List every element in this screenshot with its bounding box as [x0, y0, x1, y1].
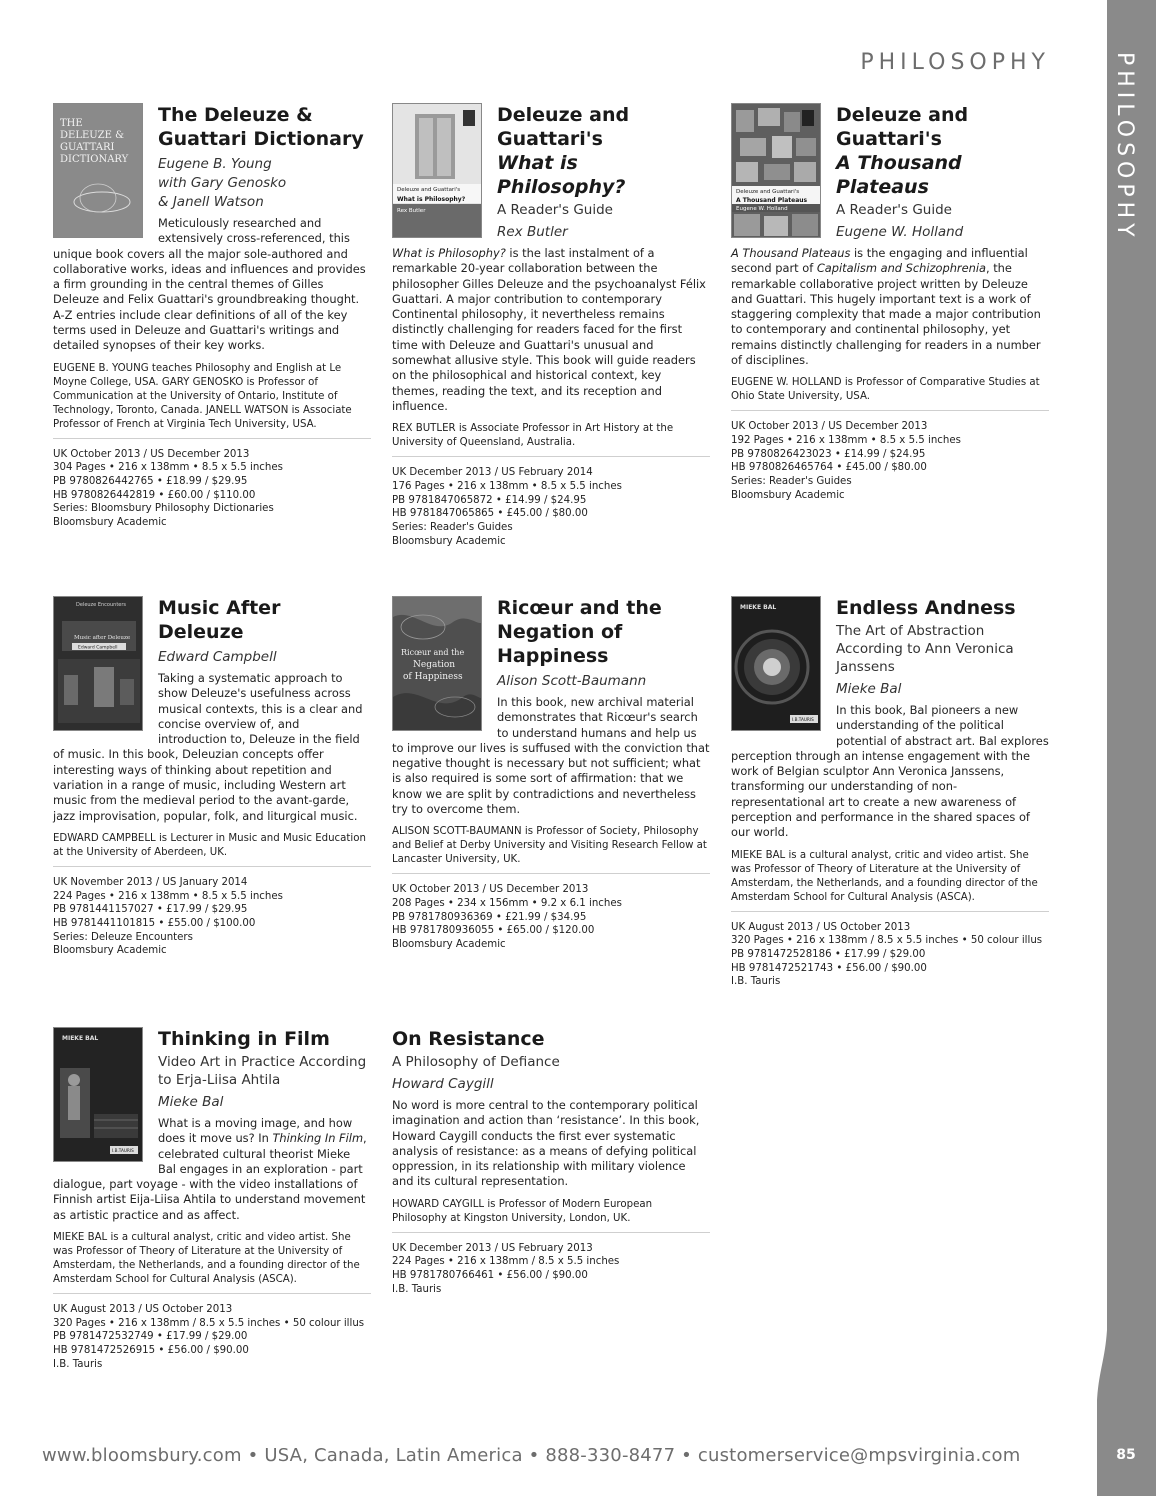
desc-italic: Capitalism and Schizophrenia — [816, 261, 986, 276]
pub-hardback: HB 9780826442819 • £60.00 / $110.00 — [53, 489, 256, 501]
author: Howard Caygill — [392, 1076, 494, 1092]
title-italic: What is Philosophy? — [497, 152, 626, 198]
pub-series: Series: Reader's Guides — [731, 476, 852, 488]
pub-dates: UK October 2013 / US December 2013 — [53, 448, 250, 460]
pub-dates: UK August 2013 / US October 2013 — [53, 1304, 233, 1316]
publication-info — [392, 466, 710, 548]
cover-author: Edward Campbell — [78, 645, 118, 651]
book-cover — [53, 103, 143, 238]
pub-hardback: HB 9781472521743 • £56.00 / $90.00 — [731, 962, 927, 974]
cover-title: Music after Deleuze — [74, 635, 131, 641]
publication-info — [731, 420, 1049, 502]
title-line: Ricœur and the — [497, 597, 662, 619]
book-subtitle: Video Art in Practice According to Erja-Liisa Ahtila — [158, 1054, 367, 1088]
author: Edward Campbell — [158, 649, 277, 665]
pub-hardback: HB 9780826465764 • £45.00 / $80.00 — [731, 462, 927, 474]
author-bio: MIEKE BAL is a cultural analyst, critic and video artist. She was Professor of Theory of Literature at the University of Amsterdam, the Netherlands, and a founding director of the Amsterdam School for Cultural Analysis (ASCA). — [731, 849, 1049, 912]
cover-title-3: GUATTARI — [60, 142, 115, 153]
author-bio: ALISON SCOTT-BAUMANN is Professor of Society, Philosophy and Belief at Derby University and Visiting Research Fellow at Lancaster University, UK. — [392, 825, 710, 874]
book-entry-what-is-philosophy — [392, 103, 710, 548]
cover-title-2: Negation — [413, 660, 456, 670]
book-description: Taking a systematic approach to show Deleuze's usefulness across musical contexts, this is a clear and concise overview of, and introduction to, Deleuze in the field of music. In this book, Deleuzian concepts offer interesting ways of thinking about repetition and variation in a range of music, including Western art music from the medieval period to the avant-garde, jazz improvisation, popular, folk, and liturgical music. — [53, 671, 363, 823]
pub-format: 304 Pages • 216 x 138mm • 8.5 x 5.5 inches — [53, 462, 283, 474]
author-bio: EUGENE W. HOLLAND is Professor of Comparative Studies at Ohio State University, USA. — [731, 376, 1049, 411]
author-bio: EUGENE B. YOUNG teaches Philosophy and English at Le Moyne College, USA. GARY GENOSKO is Professor of Communication at the University of Ontario, Institute of Technology, Toronto, Canada. JANELL WATSON is Associate Professor of French at Virginia Tech University, USA. — [53, 362, 371, 439]
book-title: Thinking in Film — [158, 1028, 330, 1050]
book-title: On Resistance — [392, 1028, 545, 1050]
author-bio: MIEKE BAL is a cultural analyst, critic and video artist. She was Professor of Theory of Literature at the University of Amsterdam, the Netherlands, and a founding director of the Amsterdam School for Cultural Analysis (ASCA). — [53, 1231, 371, 1294]
book-description — [731, 246, 1049, 368]
book-description: In this book, Bal pioneers a new understanding of the political potential of abstract art. Bal explores perception through an intense engagement with the work of Belgian sculptor Ann Veronica Janssens, transforming our understanding of non-representational art to create a new awareness of perception and performance in the shared spaces of our world. — [731, 703, 1049, 840]
publication-info — [53, 1303, 371, 1372]
pub-paperback: PB 9780826442765 • £18.99 / $29.95 — [53, 476, 248, 488]
pub-dates: UK October 2013 / US December 2013 — [731, 421, 928, 433]
pub-format: 224 Pages • 216 x 138mm • 8.5 x 5.5 inches — [53, 890, 283, 902]
pub-series: Series: Reader's Guides — [392, 522, 513, 534]
pub-hardback: HB 9781780766461 • £56.00 / $90.00 — [392, 1270, 588, 1282]
pub-dates: UK December 2013 / US February 2013 — [392, 1242, 593, 1254]
pub-format: 192 Pages • 216 x 138mm • 8.5 x 5.5 inches — [731, 435, 961, 447]
book-entry-deleuze-guattari-dictionary — [53, 103, 371, 530]
pub-paperback: PB 9781780936369 • £21.99 / $34.95 — [392, 911, 587, 923]
cover-publisher: I.B.TAURIS — [112, 1148, 134, 1153]
author-bio: HOWARD CAYGILL is Professor of Modern European Philosophy at Kingston University, London, UK. — [392, 1198, 710, 1233]
pub-dates: UK November 2013 / US January 2014 — [53, 876, 248, 888]
author: Mieke Bal — [158, 1094, 224, 1110]
title-italic: A Thousand Plateaus — [836, 152, 962, 198]
pub-dates: UK October 2013 / US December 2013 — [392, 884, 589, 896]
desc-italic: Thinking In Film — [272, 1131, 364, 1146]
cover-author: Eugene W. Holland — [736, 206, 788, 212]
book-title: Music After Deleuze — [158, 597, 281, 643]
cover-title: What is Philosophy? — [397, 196, 466, 203]
pub-series: Series: Deleuze Encounters — [53, 931, 193, 943]
cover-author: MIEKE BAL — [62, 1035, 99, 1042]
pub-format: 224 Pages • 216 x 138mm / 8.5 x 5.5 inches — [392, 1256, 620, 1268]
cover-title: A Thousand Plateaus — [736, 197, 808, 204]
pub-format: 320 Pages • 216 x 138mm / 8.5 x 5.5 inches • 50 colour illus — [53, 1317, 365, 1329]
book-description — [392, 246, 710, 414]
title-line: The Deleuze & — [158, 104, 313, 126]
cover-title-3: of Happiness — [403, 672, 463, 682]
book-entry-ricoeur — [392, 596, 710, 952]
author: Alison Scott-Baumann — [497, 673, 647, 689]
desc-italic: What is Philosophy? — [392, 246, 506, 260]
author: & Janell Watson — [158, 194, 264, 210]
page-number: 85 — [1116, 1447, 1136, 1463]
book-description: Meticulously researched and extensively cross-referenced, this unique book covers all the major sole-authored and collaborative works, ideas and influences and provides a firm grounding in the central themes of Gilles Deleuze and Felix Guattari's groundbreaking thought. A-Z entries include clear definitions of all of the key terms used in Deleuze and Guattari's writings and detailed synopses of their key works. — [53, 216, 366, 353]
author-bio: EDWARD CAMPBELL is Lecturer in Music and Music Education at the University of Aberdeen, UK. — [53, 832, 371, 867]
footer-contact: www.bloomsbury.com • USA, Canada, Latin America • 888-330-8477 • customerservice@mpsvirginia.com — [42, 1445, 1021, 1466]
publication-info — [53, 448, 371, 530]
book-entry-on-resistance — [392, 1027, 710, 1297]
pub-publisher: I.B. Tauris — [392, 1283, 442, 1295]
book-cover — [731, 596, 821, 731]
pub-hardback: HB 9781472526915 • £56.00 / $90.00 — [53, 1345, 249, 1357]
pub-hardback: HB 9781441101815 • £55.00 / $100.00 — [53, 918, 256, 930]
pub-dates: UK August 2013 / US October 2013 — [731, 921, 911, 933]
cover-title-2: DELEUZE & — [60, 130, 125, 141]
cover-series: Deleuze and Guattari's — [736, 189, 800, 195]
book-cover — [731, 103, 821, 238]
title-line: Guattari Dictionary — [158, 128, 364, 150]
title-line: Guattari's — [836, 128, 942, 150]
book-entry-music-after-deleuze — [53, 596, 371, 958]
book-title: Endless Andness — [836, 597, 1016, 619]
pub-publisher: Bloomsbury Academic — [53, 945, 167, 957]
pub-publisher: Bloomsbury Academic — [392, 535, 506, 547]
pub-format: 320 Pages • 216 x 138mm / 8.5 x 5.5 inches • 50 colour illus — [731, 935, 1043, 947]
author: Eugene W. Holland — [836, 224, 964, 240]
cover-series: Deleuze and Guattari's — [397, 187, 461, 193]
desc-text: , celebrated cultural theorist Mieke Bal engages in an exploration - part dialogue, part voyage - with the video installations of Finnish artist Eija-Liisa Ahtila to understand movement as artistic practice and as affect. — [53, 1131, 367, 1222]
desc-text: What is a moving image, and how does it move us? In — [158, 1116, 353, 1146]
cover-title-4: DICTIONARY — [60, 154, 129, 165]
cover-title-1: THE — [60, 118, 83, 129]
pub-publisher: Bloomsbury Academic — [731, 489, 845, 501]
pub-format: 176 Pages • 216 x 138mm • 8.5 x 5.5 inches — [392, 480, 622, 492]
cover-title-1: Ricœur and the — [401, 648, 465, 657]
title-line: Deleuze and — [836, 104, 969, 126]
pub-dates: UK December 2013 / US February 2014 — [392, 467, 593, 479]
cover-author: MIEKE BAL — [740, 604, 777, 611]
book-cover — [53, 1027, 143, 1162]
title-line: Negation of — [497, 621, 623, 643]
pub-series: Series: Bloomsbury Philosophy Dictionaries — [53, 503, 274, 515]
desc-text: is the last instalment of a remarkable 20-year collaboration between the philosopher Gilles Deleuze and the psychoanalyst Félix Guattari. A major contribution to contemporary Continental philosophy, it nevertheless remains distinctly challenging for readers faced for the first time with Deleuze and Guattari's unusual and somewhat allusive style. This book will guide readers on the philosophical and historical context, key themes, reading the text, and its reception and influence. — [392, 246, 706, 413]
book-cover — [392, 596, 482, 731]
author-bio: REX BUTLER is Associate Professor in Art History at the University of Queensland, Australia. — [392, 422, 710, 457]
book-authors — [392, 1075, 710, 1094]
sidebar-label: PHILOSOPHY — [1112, 52, 1137, 242]
book-cover — [53, 596, 143, 731]
author: with Gary Genosko — [158, 175, 287, 191]
book-cover — [392, 103, 482, 238]
pub-paperback: PB 9781472532749 • £17.99 / $29.00 — [53, 1331, 248, 1343]
pub-paperback: PB 9780826423023 • £14.99 / $24.95 — [731, 448, 926, 460]
book-subtitle: A Philosophy of Defiance — [392, 1054, 560, 1070]
title-line: Guattari's — [497, 128, 603, 150]
cover-author: Rex Butler — [397, 208, 426, 214]
pub-paperback: PB 9781472528186 • £17.99 / $29.00 — [731, 949, 926, 961]
book-description: No word is more central to the contemporary political imagination and action than ‘resistance’. In this book, Howard Caygill conducts the first ever systematic analysis of resistance: as a means of defying political oppression, in its relationship with military violence and its cultural representation. — [392, 1098, 700, 1189]
section-title: PHILOSOPHY — [860, 50, 1050, 75]
book-entry-thinking-in-film — [53, 1027, 371, 1372]
book-subtitle: A Reader's Guide — [836, 202, 952, 218]
title-line: Deleuze and — [497, 104, 630, 126]
book-subtitle: A Reader's Guide — [497, 202, 613, 218]
book-subtitle: The Art of Abstraction According to Ann Veronica Janssens — [836, 623, 1014, 675]
title-line: Happiness — [497, 645, 609, 667]
publication-info — [392, 1242, 710, 1297]
author: Eugene B. Young — [158, 156, 272, 172]
publication-info — [731, 921, 1049, 990]
pub-publisher: Bloomsbury Academic — [392, 939, 506, 951]
pub-hardback: HB 9781780936055 • £65.00 / $120.00 — [392, 925, 595, 937]
pub-paperback: PB 9781847065872 • £14.99 / $24.95 — [392, 494, 587, 506]
author: Rex Butler — [497, 224, 568, 240]
cover-publisher: I.B.TAURIS — [792, 717, 814, 722]
book-description: In this book, new archival material demonstrates that Ricœur's search to understand humans and help us to improve our lives is suffused with the conviction that negative thought is necessary but not sufficient; what is also required is some sort of affirmation: that we know we are split by contradictions and nevertheless try to overcome them. — [392, 695, 710, 817]
pub-format: 208 Pages • 234 x 156mm • 9.2 x 6.1 inches — [392, 898, 622, 910]
author: Mieke Bal — [836, 681, 902, 697]
book-entry-thousand-plateaus — [731, 103, 1049, 503]
pub-paperback: PB 9781441157027 • £17.99 / $29.95 — [53, 904, 248, 916]
publication-info — [53, 876, 371, 958]
pub-publisher: Bloomsbury Academic — [53, 517, 167, 529]
desc-text: , the remarkable collaborative project written by Deleuze and Guattari. This hugely important text is a work of staggering complexity that made a major contribution to contemporary and continental philosophy, yet remains distinctly challenging for readers in a number of disciplines. — [731, 261, 1041, 368]
cover-series: Deleuze Encounters — [76, 602, 127, 608]
pub-publisher: I.B. Tauris — [731, 976, 781, 988]
book-entry-endless-andness — [731, 596, 1049, 989]
desc-text: is the engaging and influential second part of — [731, 246, 1028, 276]
publication-info — [392, 883, 710, 952]
pub-hardback: HB 9781847065865 • £45.00 / $80.00 — [392, 508, 588, 520]
pub-publisher: I.B. Tauris — [53, 1358, 103, 1370]
desc-italic: A Thousand Plateaus — [731, 246, 851, 260]
